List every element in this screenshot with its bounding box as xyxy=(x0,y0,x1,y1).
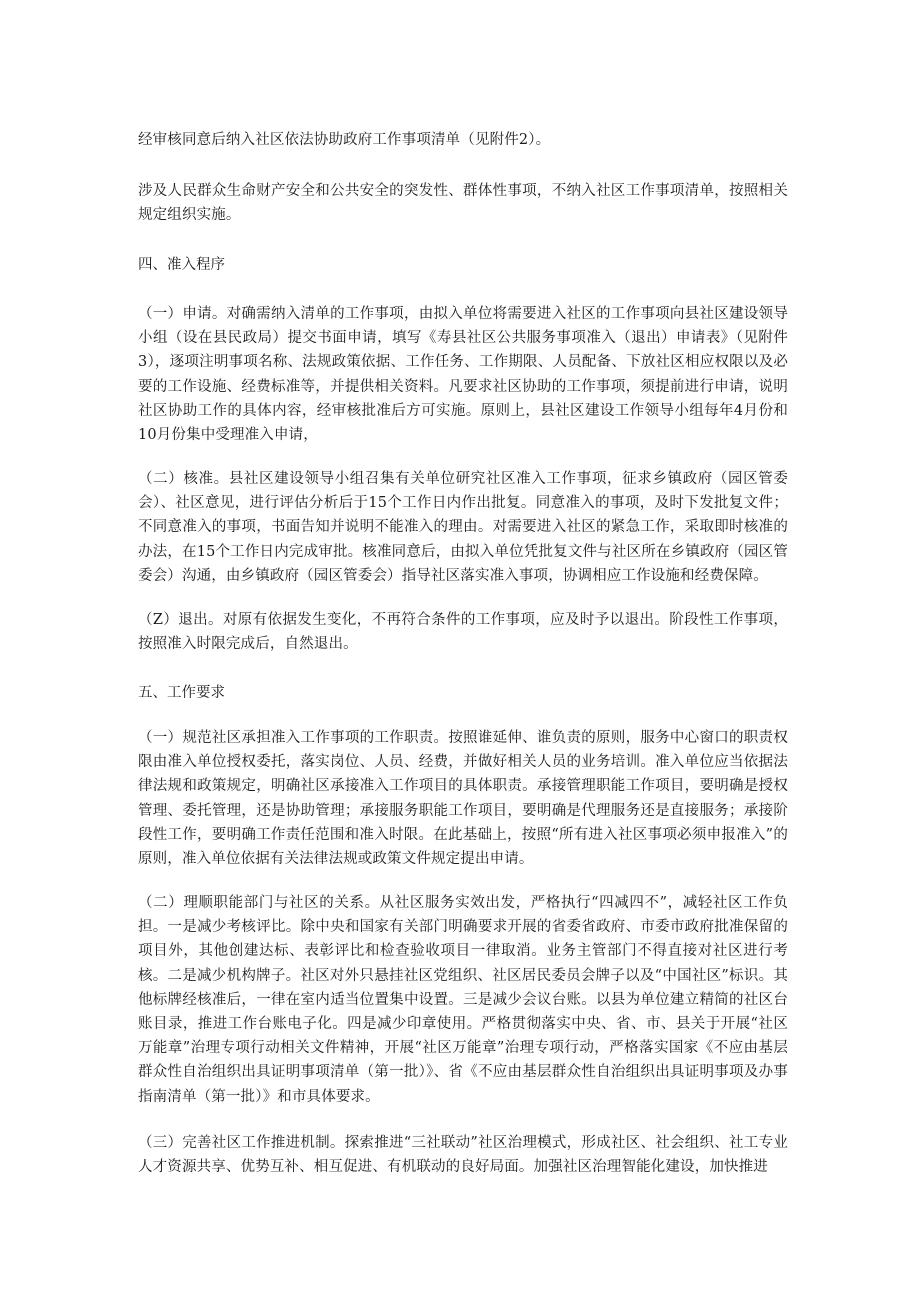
paragraph-streamline-relations: （二）理顺职能部门与社区的关系。从社区服务实效出发，严格执行“四减四不”，减轻社区工作负担。一是减少考核评比。除中央和国家有关部门明确要求开展的省委省政府、市委市政府批准保留的项目外，其他创建达标、表彰评比和检查验收项目一律取消。业务主管部门不得直接对社区进行考核。二是减少机构牌子。社区对外只悬挂社区党组织、社区居民委员会牌子以及“中国社区”标识。其他标牌经核准后，一律在室内适当位置集中设置。三是减少会议台账。以县为单位建立精简的社区台账目录，推进工作台账电子化。四是减少印章使用。严格贯彻落实中央、省、市、县关于开展“社区万能章”治理专项行动相关文件精神，开展“社区万能章”治理专项行动，严格落实国家《不应由基层群众性自治组织出具证明事项清单（第一批）》、省《不应由基层群众性自治组织出具证明事项及办事指南清单（第一批）》和市具体要求。 xyxy=(138,895,788,1105)
paragraph-withdrawal: （Z）退出。对原有依据发生变化，不再符合条件的工作事项，应及时予以退出。阶段性工作事项，按照准入时限完成后，自然退出。 xyxy=(138,612,788,653)
paragraph-approval-list: 经审核同意后纳入社区依法协助政府工作事项清单（见附件2）。 xyxy=(138,132,551,148)
paragraph-application: （一）申请。对确需纳入清单的工作事项，由拟入单位将需要进入社区的工作事项向县社区建设领导小组（设在县民政局）提交书面申请，填写《寿县社区公共服务事项准入（退出）申请表》（见附件3），逐项注明事项名称、法规政策依据、工作任务、工作期限、人员配备、下放社区相应权限以及必要的工作设施、经费标准等，并提供相关资料。凡要求社区协助的工作事项，须提前进行申请，说明社区协助工作的具体内容，经审核批准后方可实施。原则上，县社区建设工作领导小组每年4月份和10月份集中受理准入申请， xyxy=(138,306,788,444)
paragraph-improve-mechanism: （三）完善社区工作推进机制。探索推进“三社联动”社区治理模式，形成社区、社会组织、社工专业人才资源共享、优势互补、相互促进、有机联动的良好局面。加强社区治理智能化建设，加快推进 xyxy=(138,1135,788,1176)
paragraph-standardize-duties: （一）规范社区承担准入工作事项的工作职责。按照谁延伸、谁负责的原则，服务中心窗口的职责权限由准入单位授权委托，落实岗位、人员、经费，并做好相关人员的业务培训。准入单位应当依据法律法规和政策规定，明确社区承接准入工作项目的具体职责。承接管理职能工作项目，要明确是授权管理、委托管理，还是协助管理；承接服务职能工作项目，要明确是代理服务还是直接服务；承接阶段性工作，要明确工作责任范围和准入时限。在此基础上，按照“所有进入社区事项必须申报准入”的原则，准入单位依据有关法律法规或政策文件规定提出申请。 xyxy=(138,730,788,868)
paragraph-public-safety: 涉及人民群众生命财产安全和公共安全的突发性、群体性事项，不纳入社区工作事项清单，按照相关规定组织实施。 xyxy=(138,183,788,224)
section-heading-access-procedure: 四、准入程序 xyxy=(138,257,225,273)
paragraph-verification: （二）核准。县社区建设领导小组召集有关单位研究社区准入工作事项，征求乡镇政府（园区管委会）、社区意见，进行评估分析后于15个工作日内作出批复。同意准入的事项，及时下发批复文件；不同意准入的事项，书面告知并说明不能准入的理由。对需要进入社区的紧急工作，采取即时核准的办法，在15个工作日内完成审批。核准同意后，由拟入单位凭批复文件与社区所在乡镇政府（园区管委会）沟通，由乡镇政府（园区管委会）指导社区落实准入事项，协调相应工作设施和经费保障。 xyxy=(138,471,788,584)
section-heading-work-requirements: 五、工作要求 xyxy=(138,685,225,701)
